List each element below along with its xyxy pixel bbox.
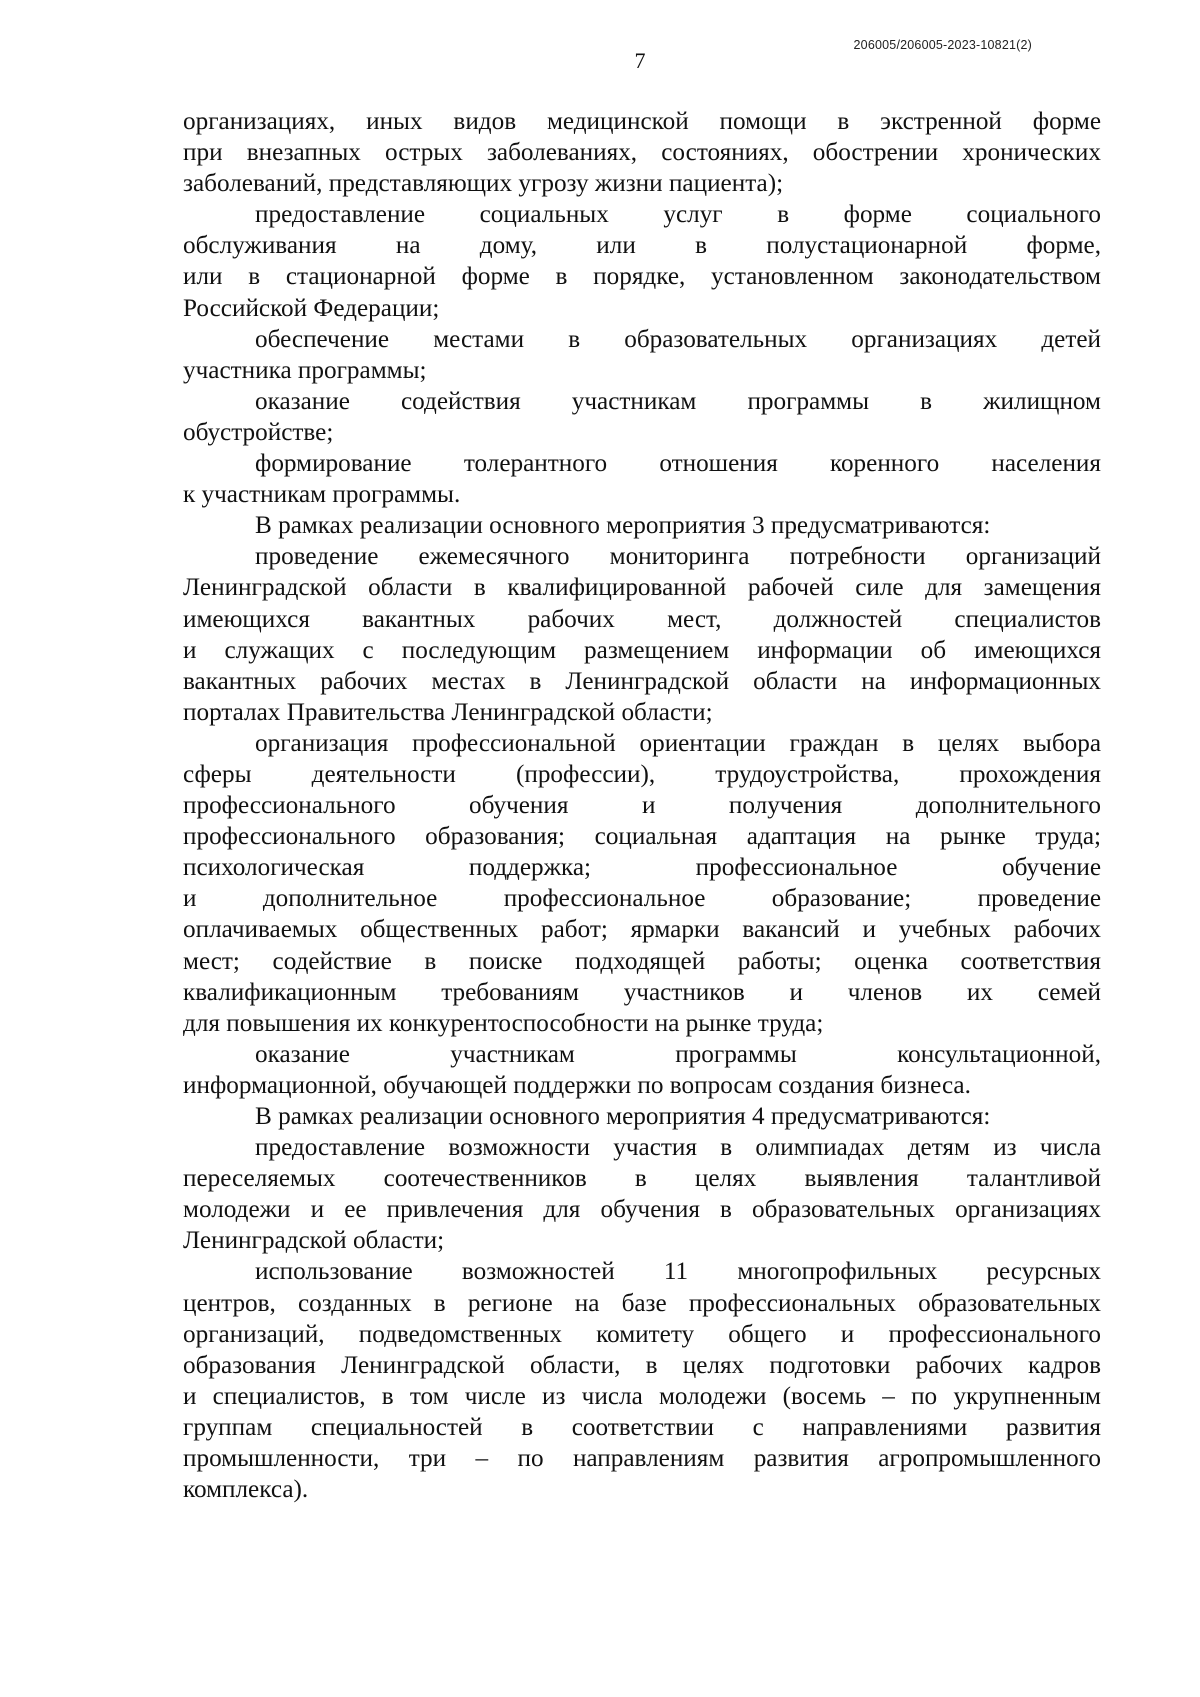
text-line: вакантных рабочих местах в Ленинградской области на информационных <box>183 667 1101 695</box>
text-line: предоставление возможности участия в олимпиадах детям из числа <box>255 1134 1101 1162</box>
text-line: обеспечение местами в образовательных организациях детей <box>255 325 1101 353</box>
text-line: квалификационным требованиям участников и членов их семей <box>183 978 1101 1006</box>
document-body <box>183 106 1101 1505</box>
text-line: психологическая поддержка; профессиональное обучение <box>183 854 1101 882</box>
text-line: центров, созданных в регионе на базе профессиональных образовательных <box>183 1289 1101 1317</box>
text-line: обустройстве; <box>183 418 334 446</box>
text-line: Ленинградской области в квалифицированной рабочей силе для замещения <box>183 574 1101 602</box>
text-line: формирование толерантного отношения коренного населения <box>255 450 1101 478</box>
text-line: к участникам программы. <box>183 481 461 509</box>
text-line: заболеваний, представляющих угрозу жизни пациента); <box>183 170 784 198</box>
text-line: комплекса). <box>183 1476 309 1504</box>
text-line: сферы деятельности (профессии), трудоустройства, прохождения <box>183 760 1101 788</box>
text-line: информационной, обучающей поддержки по вопросам создания бизнеса. <box>183 1071 971 1099</box>
text-line: группам специальностей в соответствии с направлениями развития <box>183 1413 1101 1441</box>
text-line: организациях, иных видов медицинской помощи в экстренной форме <box>183 108 1101 135</box>
text-line: и специалистов, в том числе из числа молодежи (восемь – по укрупненным <box>183 1382 1101 1410</box>
text-line: для повышения их конкурентоспособности на рынке труда; <box>183 1009 824 1037</box>
text-line: молодежи и ее привлечения для обучения в образовательных организациях <box>183 1196 1101 1224</box>
text-line: Российской Федерации; <box>183 294 440 322</box>
text-line: предоставление социальных услуг в форме социального <box>255 201 1101 229</box>
text-line: профессионального обучения и получения дополнительного <box>183 792 1101 820</box>
text-line: и служащих с последующим размещением информации об имеющихся <box>183 636 1101 664</box>
text-line: организация профессиональной ориентации граждан в целях выбора <box>255 729 1101 757</box>
text-line: мест; содействие в поиске подходящей работы; оценка соответствия <box>183 947 1101 975</box>
text-line: или в стационарной форме в порядке, установленном законодательством <box>183 263 1101 291</box>
text-line: участника программы; <box>183 356 427 384</box>
text-line: организаций, подведомственных комитету общего и профессионального <box>183 1320 1101 1348</box>
page-number: 7 <box>634 48 646 73</box>
text-line: проведение ежемесячного мониторинга потребности организаций <box>255 543 1101 571</box>
text-line: использование возможностей 11 многопрофильных ресурсных <box>255 1258 1101 1286</box>
text-line: и дополнительное профессиональное образование; проведение <box>183 885 1101 913</box>
text-line: имеющихся вакантных рабочих мест, должностей специалистов <box>183 605 1101 633</box>
text-line: порталах Правительства Ленинградской области; <box>183 698 713 726</box>
text-line: оплачиваемых общественных работ; ярмарки вакансий и учебных рабочих <box>183 916 1101 944</box>
text-line: профессионального образования; социальная адаптация на рынке труда; <box>183 823 1101 851</box>
text-line: обслуживания на дому, или в полустационарной форме, <box>183 232 1101 260</box>
text-line: оказание содействия участникам программы в жилищном <box>255 387 1101 415</box>
text-line: образования Ленинградской области, в целях подготовки рабочих кадров <box>183 1351 1101 1379</box>
text-line: Ленинградской области; <box>183 1227 445 1255</box>
text-line: промышленности, три – по направлениям развития агропромышленного <box>183 1445 1101 1473</box>
text-line: В рамках реализации основного мероприятия 3 предусматриваются: <box>255 512 991 540</box>
text-line: В рамках реализации основного мероприятия 4 предусматриваются: <box>255 1103 991 1130</box>
text-line: оказание участникам программы консультационной, <box>255 1040 1101 1068</box>
text-line: переселяемых соотечественников в целях выявления талантливой <box>183 1165 1101 1193</box>
text-line: при внезапных острых заболеваниях, состояниях, обострении хронических <box>183 139 1101 167</box>
document-id: 206005/206005-2023-10821(2) <box>853 38 1032 52</box>
